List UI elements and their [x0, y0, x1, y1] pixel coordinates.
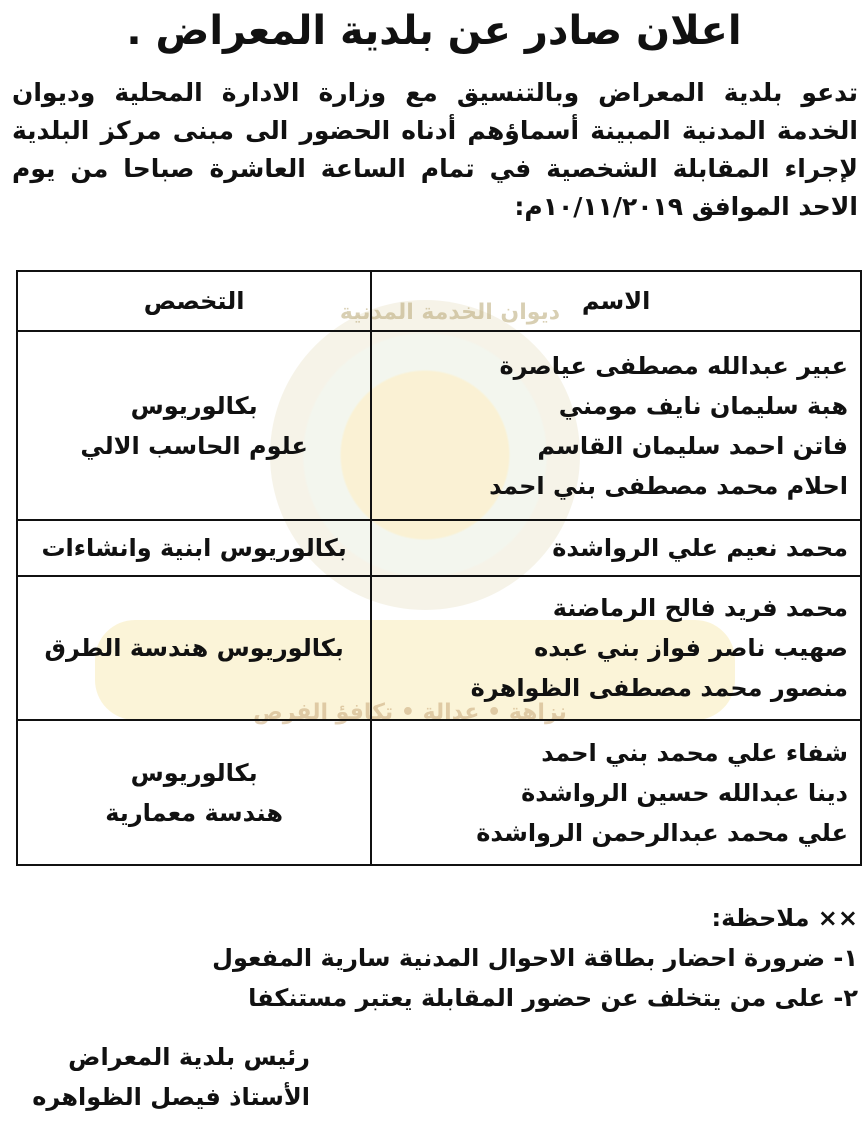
specialty-cell — [17, 576, 371, 721]
table-row — [17, 720, 861, 865]
header-name: الاسم — [371, 271, 861, 331]
note-item: ١- ضرورة احضار بطاقة الاحوال المدنية سارية المفعول — [212, 944, 858, 972]
candidate-name: علي محمد عبدالرحمن الرواشدة — [476, 818, 848, 847]
specialty-line: بكالوريوس — [130, 391, 258, 420]
table-row — [17, 576, 861, 721]
candidate-name: هبة سليمان نايف مومني — [558, 391, 848, 420]
signature-name: الأستاذ فيصل الظواهره — [32, 1083, 310, 1111]
names-cell — [371, 576, 861, 721]
candidate-name: شفاء علي محمد بني احمد — [541, 738, 848, 767]
candidate-name: محمد فريد فالح الرماضنة — [552, 594, 848, 623]
note-item: ٢- على من يتخلف عن حضور المقابلة يعتبر مستنكفا — [248, 984, 858, 1012]
names-cell — [371, 520, 861, 576]
candidate-name: عبير عبدالله مصطفى عياصرة — [499, 351, 848, 380]
candidate-name: فاتن احمد سليمان القاسم — [537, 431, 848, 460]
table-header-row — [17, 271, 861, 331]
candidate-name: منصور محمد مصطفى الظواهرة — [470, 674, 848, 703]
specialty-cell — [17, 331, 371, 520]
specialty-cell — [17, 520, 371, 576]
specialty-line: علوم الحاسب الالي — [80, 431, 308, 460]
specialty-line: هندسة معمارية — [105, 798, 283, 827]
table-row — [17, 520, 861, 576]
specialty-cell — [17, 720, 371, 865]
names-cell — [371, 331, 861, 520]
signature-role: رئيس بلدية المعراض — [68, 1043, 310, 1071]
candidate-name: محمد نعيم علي الرواشدة — [552, 533, 848, 562]
seal-slogan: نزاهة • عدالة • تكافؤ الفرص — [253, 700, 567, 725]
specialty-line: بكالوريوس ابنية وانشاءات — [41, 533, 347, 562]
candidate-name: احلام محمد مصطفى بني احمد — [489, 471, 848, 500]
candidates-table — [16, 270, 862, 866]
notes-heading: ×× ملاحظة: — [711, 904, 858, 932]
page-title: اعلان صادر عن بلدية المعراض . — [126, 8, 742, 54]
candidate-name: صهيب ناصر فواز بني عبده — [534, 634, 848, 663]
names-cell — [371, 720, 861, 865]
intro-paragraph: تدعو بلدية المعراض وبالتنسيق مع وزارة الادارة المحلية وديوان الخدمة المدنية المبينة أسماؤهم أدناه الحضور الى مبنى مركز البلدية لإجراء المقابلة الشخصية في تمام الساعة العاشرة صباحا من يوم الاحد الموافق ١٠/١١/٢٠١٩م: — [12, 78, 858, 221]
specialty-line: بكالوريوس هندسة الطرق — [44, 634, 344, 663]
candidate-name: دينا عبدالله حسين الرواشدة — [521, 778, 848, 807]
specialty-line: بكالوريوس — [130, 758, 258, 787]
header-specialty: التخصص — [17, 271, 371, 331]
table-row — [17, 331, 861, 520]
seal-text: ديوان الخدمة المدنية — [339, 300, 561, 325]
signature-block — [10, 1037, 310, 1117]
notes-section — [158, 898, 858, 1018]
